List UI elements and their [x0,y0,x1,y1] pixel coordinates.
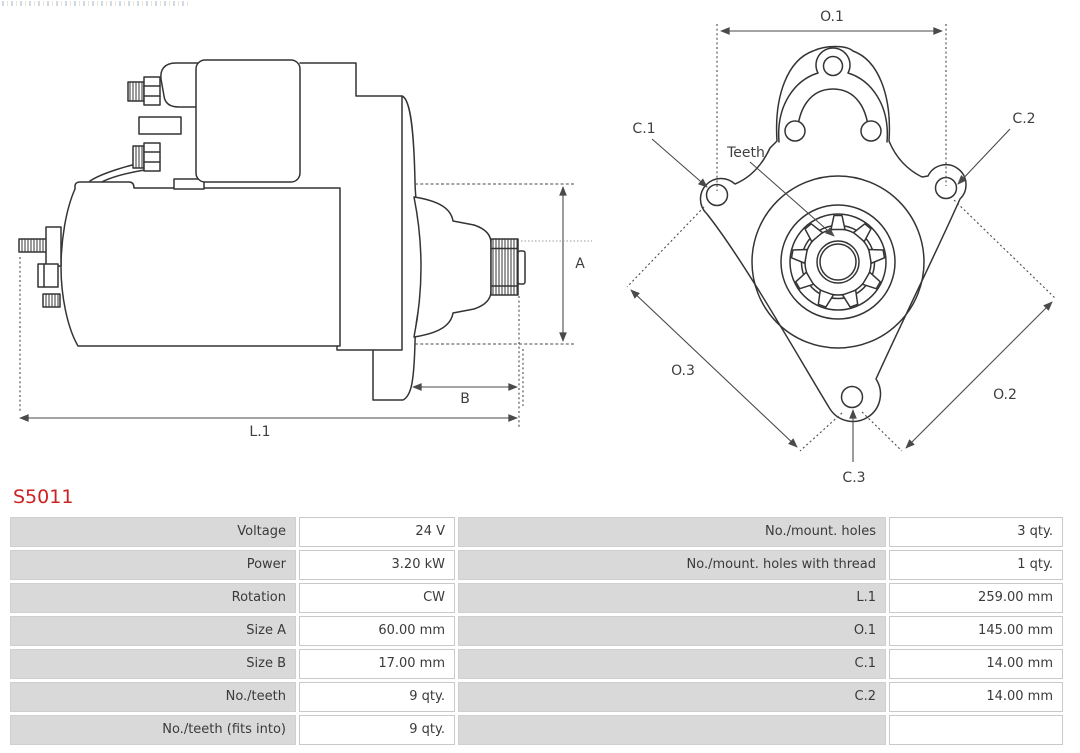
rear-block-lower [38,264,58,287]
dim-label-o2: O.2 [993,387,1017,403]
dim-label-o3: O.3 [671,363,695,379]
terminal-stud-thread [128,82,144,101]
spec-label-cell: Power [10,550,296,580]
spec-label-cell: C.2 [458,682,886,712]
spec-value-cell [889,715,1063,745]
mount-flange-edge [373,96,427,400]
spec-label-cell: L.1 [458,583,886,613]
dim-line-o2 [906,302,1052,448]
terminal-bracket [139,117,181,134]
spec-value-cell: 3 qty. [889,517,1063,547]
spec-value-cell: 17.00 mm [299,649,455,679]
side-view-drawing [19,60,525,400]
arch-top-hole [824,57,843,76]
spec-value-cell: 24 V [299,517,455,547]
dim-label-teeth: Teeth [727,145,765,161]
spec-label-cell: Size A [10,616,296,646]
spec-label-cell: No./teeth (fits into) [10,715,296,745]
mount-bracket [300,63,402,96]
terminal-nut [144,77,160,105]
spec-label-cell: No./mount. holes [458,517,886,547]
spec-value-cell: 9 qty. [299,715,455,745]
rear-bolt [19,239,47,252]
leader-c2 [958,129,1010,184]
spec-value-cell: 145.00 mm [889,616,1063,646]
solenoid-cap [161,63,198,107]
shaft-end-cap [518,251,525,284]
mount-hole-c1 [707,185,728,206]
spec-label-cell: No./mount. holes with thread [458,550,886,580]
flange-ledge [337,346,373,350]
terminal-nut [144,143,160,171]
dim-label-c3: C.3 [842,470,866,486]
spec-value-cell: 9 qty. [299,682,455,712]
front-view-drawing [700,47,966,422]
dim-label-l1: L.1 [249,424,271,440]
spec-value-cell: 3.20 kW [299,550,455,580]
mount-hole-c3 [842,387,863,408]
arch-side-hole [785,121,805,141]
spec-label-cell: Rotation [10,583,296,613]
arch-side-hole [861,121,881,141]
spec-value-cell: 60.00 mm [299,616,455,646]
dim-label-b: B [460,391,470,407]
spec-table [10,517,1063,745]
rear-block [46,227,61,266]
spec-value-cell: 14.00 mm [889,649,1063,679]
solenoid [196,60,300,182]
motor-body [61,182,340,346]
dim-label-a: A [575,256,585,272]
spec-label-cell: Size B [10,649,296,679]
spec-label-cell: C.1 [458,649,886,679]
dim-label-c2: C.2 [1012,111,1036,127]
spec-label-cell: No./teeth [10,682,296,712]
part-number: S5011 [13,486,74,508]
spec-label-cell: O.1 [458,616,886,646]
leader-c1 [652,139,707,187]
spec-value-cell: CW [299,583,455,613]
terminal-stud-thread [133,146,144,168]
rear-bolt-lower [43,294,60,307]
spec-value-cell: 1 qty. [889,550,1063,580]
spec-value-cell: 259.00 mm [889,583,1063,613]
shaft-hub [817,241,859,283]
spec-label-cell: Voltage [10,517,296,547]
spec-label-cell [458,715,886,745]
drive-end-cone [414,197,491,337]
dim-label-c1: C.1 [632,121,656,137]
dim-label-o1: O.1 [820,9,844,25]
spec-value-cell: 14.00 mm [889,682,1063,712]
